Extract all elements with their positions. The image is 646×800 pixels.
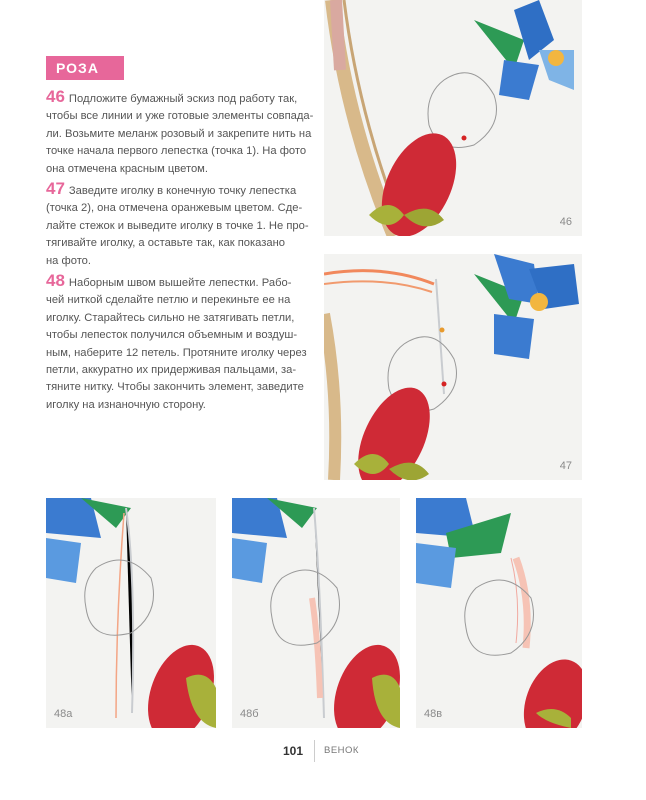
step-text-line: тяните нитку. Чтобы закончить элемент, заведите <box>46 381 304 394</box>
step-number: 46 <box>46 87 65 106</box>
step-text-line: она отмечена красным цветом. <box>46 162 208 175</box>
photo-step-48a <box>46 498 216 728</box>
step-text-line: чтобы лепесток получился объемным и воздуш- <box>46 329 298 342</box>
photo-step-48c <box>416 498 582 728</box>
page-number: 101 <box>283 744 304 758</box>
step-text-line: Заведите иголку в конечную точку лепестка <box>68 185 297 197</box>
step-47 <box>46 180 308 270</box>
photo-step-48b <box>232 498 400 728</box>
step-46 <box>46 87 314 178</box>
step-text-line: иголку на изнаночную сторону. <box>46 398 206 411</box>
step-48 <box>46 272 308 414</box>
embroidery-photo-48b <box>232 498 400 728</box>
photo-caption: 46 <box>559 216 572 228</box>
step-text-line: точке начала первого лепестка (точка 1). На фото <box>46 145 307 158</box>
step-text-line: тягивайте иголку, а оставьте так, как показано <box>46 237 285 250</box>
photo-step-46 <box>324 0 582 236</box>
embroidery-photo-48a <box>46 498 216 728</box>
step-text-line: ным, наберите 12 петель. Протяните иголку через <box>46 346 307 359</box>
step-text-line: Подложите бумажный эскиз под работу так, <box>68 93 298 105</box>
photo-caption: 48а <box>54 708 73 720</box>
embroidery-photo-48c <box>416 498 582 728</box>
photo-caption: 48в <box>424 708 443 720</box>
chapter-title: ВЕНОК <box>324 745 359 756</box>
photo-caption: 48б <box>240 708 259 720</box>
step-text-line: на фото. <box>46 254 92 267</box>
step-text-line: лайте стежок и выведите иголку в точке 1. Не про- <box>46 219 309 232</box>
step-text-line: чей ниткой сделайте петлю и перекиньте ее на <box>46 294 291 307</box>
step-number: 47 <box>46 179 65 198</box>
step-number: 48 <box>46 271 65 290</box>
section-title: РОЗА <box>46 56 124 80</box>
step-text-line: ли. Возьмите меланж розовый и закрепите нить на <box>46 127 312 140</box>
step-text-line: петли, аккуратно их придерживая пальцами, за- <box>46 364 297 377</box>
embroidery-photo-47 <box>324 254 582 480</box>
footer-divider <box>314 740 315 762</box>
embroidery-photo-46 <box>324 0 582 236</box>
step-text-line: (точка 2), она отмечена оранжевым цветом. Сде- <box>46 202 303 215</box>
step-text-line: Наборным швом вышейте лепестки. Рабо- <box>68 277 292 289</box>
photo-caption: 47 <box>559 460 572 472</box>
step-text-line: чтобы все линии и уже готовые элементы совпада- <box>46 110 314 123</box>
photo-step-47 <box>324 254 582 480</box>
step-text-line: иголку. Старайтесь сильно не затягивать петли, <box>46 311 295 324</box>
